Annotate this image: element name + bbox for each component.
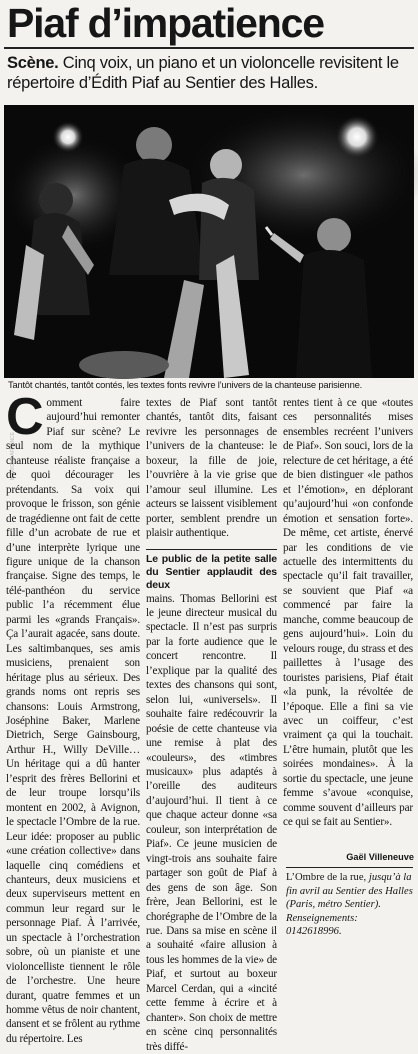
body-text-2: textes de Piaf sont tantôt chantés, tantôt dits, faisant revivre les personnages de l’univers de la chanteuse: le boxeur, la fille de joie, l’ouvrière à la vie grise que l’amour seul illumine. Les acteurs se laissent visiblement porter, semblent prendre un plaisir authentique. <box>146 397 277 540</box>
info-phone: 0142618996. <box>286 926 342 937</box>
standfirst-text: Cinq voix, un piano et un violoncelle revisitent le répertoire d’Édith Piaf au Sentier des Halles. <box>7 54 399 92</box>
spotlight-left <box>52 121 84 153</box>
practical-info <box>286 867 413 939</box>
body-text-1: omment faire aujourd’hui remonter Piaf sur scène? Le seul nom de la mythique chanteuse réaliste française a de quoi décourager les prétendants. Sa voix qui provoque le frisson, son génie de tragédienne ont fait de cette fille d’un acrobate de rue et d’une interprète lyrique une figure unique de la chanson française. Signe des temps, le télé-panthéon du service public l’a récemment élue parmi les «grands Français». Ça l’aurait agacée, sans doute. Les saltimbanques, ses amis musiciens, prenaient son héritage plus au sérieux. Des grands noms ont repris ses chansons: Louis Armstrong, Joséphine Baker, Marlene Dietrich, Serge Gainsbourg, Arthur H., Willy DeVille… Un héritage qui a dû hanter l’esprit des frères Bellorini et de leur troupe lorsqu’ils montent en 2002, à Avignon, le spectacle l’Ombre de la rue. Leur idée: proposer au public «une création collective» dans laquelle cinq comédiens et chanteurs, deux musiciens et deux superviseurs mettent en commun leur regard sur le personnage Piaf. À l’arrivée, un spectacle à l’orchestration sobre, où un pianiste et une violoncelliste tiennent le rôle de l’orchestre. Une heure durant, quatre femmes et un homme vêtus de noir chantent, dansent et se frôlent au rythme du répertoire. Les <box>6 397 140 1045</box>
body-text-2b: mains. Thomas Bellorini est le jeune directeur musical du spectacle. Il n’est pas surpris par la forte audience que le concert rencontre. Il l’explique par la qualité des textes des chansons qui sont, selon lui, «universels». Il souhaite faire redécouvrir la poésie de cette chanteuse via une remise à plat des «couleurs», des «timbres musicaux» plus adaptés à l’oreille des auditeurs d’aujourd’hui. Il tient à ce que chaque acteur donne «sa couleur, son interprétation de Piaf». Ce jeune musicien de vingt-trois ans souhaite faire partager son goût de Piaf à des gens de son âge. Son frère, Jean Bellorini, est le chorégraphe de l’Ombre de la rue. Dans sa mise en scène il a souhaité «faire allusion à tous les hommes de la vie» de Piaf, et surtout au boxeur Marcel Cerdan, qui a «incité cette femme à écrire et à chanter». Son choix de mettre en scène cinq personnalités très diffé- <box>146 592 277 1053</box>
photo-caption: Tantôt chantés, tantôt contés, les textes fonts revivre l’univers de la chanteuse parisienne. <box>8 379 363 390</box>
stage-photo-image <box>4 105 414 378</box>
spotlight-right <box>335 115 379 159</box>
photo-credit: MARION LAFRANCE <box>10 431 16 480</box>
show-title: L’Ombre de la rue, <box>286 872 367 883</box>
info-label: Renseignements: <box>286 912 358 924</box>
standfirst-lead: Scène. <box>7 54 59 72</box>
article-column-3 <box>283 396 413 830</box>
show-venue: (Paris, métro Sentier). <box>286 899 381 910</box>
headline: Piaf d’impatience <box>7 0 324 46</box>
author-signature: Gaël Villeneuve <box>346 852 414 862</box>
standfirst <box>7 53 412 93</box>
body-text-3: rentes tient à ce que «toutes ces personnalités mises ensembles recréent l’univers de Piaf». Son souci, lors de la relecture de cet héritage, a été de bien distinguer «le pathos et l’émotion», en déplorant qu’aujourd’hui «on confonde émotion et sensation forte». De même, cet artiste, énervé par les conditions de vie actuelle des intermittents du spectacle qu’il fait travailler, se souvient que Piaf «a commencé par faire la manche, comme beaucoup de gens aujourd’hui». Loin du velours rouge, du strass et des paillettes à l’usage des touristes parisiens, Piaf était «la punk, la révoltée de l’époque. Elle a fini sa vie avec un coiffeur, c’est vraiment ça qui la touchait. L’être humain, plutôt que les soirées mondaines». À la sortie du spectacle, une jeune femme s’avoue «conquise, comme souvent d’ailleurs par ce qui se fait au Sentier». <box>283 397 413 829</box>
headline-rule <box>4 47 414 49</box>
dropcap: C <box>6 388 44 446</box>
intertitle: Le public de la petite salle du Sentier applaudit des deux <box>146 549 277 592</box>
article-column-1 <box>6 388 140 1046</box>
article-column-2 <box>146 396 277 1054</box>
show-dates: jusqu’à la fin avril au Sentier des Halles <box>286 872 413 897</box>
